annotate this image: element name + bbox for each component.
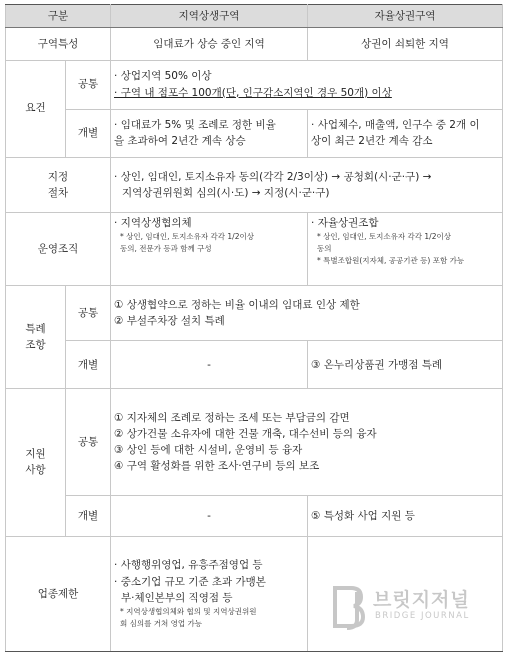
requirements-common-line1: · 상업지역 50% 이상: [114, 70, 212, 83]
characteristics-label: 구역특성: [6, 28, 111, 60]
requirements-label: 요건: [6, 60, 66, 157]
row-special-individual: [6, 341, 503, 389]
row-requirements-individual: [6, 109, 503, 157]
watermark: [331, 582, 501, 632]
special-common-line2: ② 부설주차장 설치 특례: [114, 315, 225, 327]
designation-line1: · 상인, 임대인, 토지소유자 동의(각각 2/3이상) → 공청회(시·군·구) →: [114, 170, 432, 183]
special-common-line1: ① 상생협약으로 정하는 비율 이내의 임대료 인상 제한: [114, 298, 360, 311]
row-requirements-common: [6, 60, 503, 109]
special-district2: ③ 온누리상품권 가맹점 특례: [308, 341, 503, 389]
support-individual-label: 개별: [66, 496, 111, 537]
special-common-label: 공통: [66, 285, 111, 341]
requirements-district2-line2: 상이 최근 2년간 계속 감소: [311, 135, 433, 148]
support-common-line1: ① 지자체의 조례로 정하는 조세 또는 부담금의 감면: [114, 411, 350, 424]
organization-label: 운영조직: [6, 213, 111, 286]
special-district1: -: [111, 341, 308, 389]
organization-district2-note3: * 특별조합원(지자체, 공공기관 등) 포함 가능: [317, 256, 465, 266]
special-individual-label: 개별: [66, 341, 111, 389]
characteristics-district2: 상권이 쇠퇴한 지역: [308, 28, 503, 60]
special-label: [6, 285, 66, 389]
special-label-line1: 특례: [25, 322, 46, 335]
support-common-cell: [111, 389, 503, 496]
designation-label-line1: 지정: [47, 170, 69, 183]
designation-label-line2: 절차: [47, 186, 69, 199]
support-common-label: 공통: [66, 389, 111, 496]
organization-district2-note1: * 상인, 임대인, 토지소유자 각각 1/2이상: [317, 232, 451, 242]
organization-district2-note2: 동의: [317, 244, 332, 254]
header-row: [6, 5, 503, 28]
support-label-line1: 지원: [25, 448, 46, 461]
row-characteristics: [6, 28, 503, 60]
support-common-line2: ② 상가건물 소유자에 대한 건물 개축, 대수선비 등의 융자: [114, 427, 377, 440]
designation-label: [6, 157, 111, 213]
support-common-line3: ③ 상인 등에 대한 시설비, 운영비 등 융자: [114, 444, 303, 457]
restriction-note2: 회 심의를 거쳐 영업 가능: [120, 619, 203, 629]
organization-district1-main: · 지역상생협의체: [114, 217, 192, 230]
header-district2: 자율상권구역: [308, 5, 503, 28]
requirements-district2-cell: [308, 109, 503, 157]
header-district1: 지역상생구역: [111, 5, 308, 28]
support-label: [6, 389, 66, 536]
organization-district1-note2: 동의, 전문가 등과 함께 구성: [120, 244, 212, 254]
special-common-cell: [111, 285, 503, 341]
row-organization: [6, 213, 503, 286]
requirements-common-cell: [111, 60, 503, 109]
support-district1: -: [111, 496, 308, 537]
watermark-title: 브릿지저널: [373, 589, 470, 611]
organization-district2-main: · 자율상권조합: [311, 217, 379, 230]
row-support-individual: [6, 496, 503, 537]
comparison-table: [5, 4, 503, 652]
restriction-label: 업종제한: [6, 536, 111, 651]
row-special-common: [6, 285, 503, 341]
support-common-line4: ④ 구역 활성화를 위한 조사·연구비 등의 보조: [114, 460, 320, 473]
header-category: 구분: [6, 5, 111, 28]
requirements-district1-line2: 을 초과하여 2년간 계속 상승: [114, 135, 246, 148]
restriction-line2: · 중소기업 규모 기준 초과 가맹본: [114, 575, 266, 588]
bridge-journal-logo-icon: [331, 584, 373, 630]
restriction-district1-cell: [111, 536, 308, 651]
designation-cell: [111, 157, 503, 213]
requirements-common-line2: · 구역 내 점포수 100개(단, 인구감소지역인 경우 50개) 이상: [114, 86, 392, 99]
watermark-subtitle: BRIDGE JOURNAL: [375, 611, 470, 621]
restriction-line1: · 사행행위영업, 유흥주점영업 등: [114, 559, 263, 572]
support-district2: ⑤ 특성화 사업 지원 등: [308, 496, 503, 537]
row-support-common: [6, 389, 503, 496]
restriction-line3: 부·체인본부의 직영점 등: [121, 591, 233, 604]
requirements-district2-line1: · 사업체수, 매출액, 인구수 중 2개 이: [311, 118, 480, 131]
requirements-district1-line1: · 임대료가 5% 및 조례로 정한 비율: [114, 118, 276, 131]
row-designation: [6, 157, 503, 213]
requirements-individual-label: 개별: [66, 109, 111, 157]
designation-line2: 지역상권위원회 심의(시·도) → 지정(시·군·구): [122, 186, 330, 199]
characteristics-district1: 임대료가 상승 중인 지역: [111, 28, 308, 60]
special-label-line2: 조항: [25, 339, 46, 352]
organization-district1-note1: * 상인, 임대인, 토지소유자 각각 1/2이상: [120, 232, 254, 242]
organization-district1-cell: [111, 213, 308, 286]
requirements-common-label: 공통: [66, 60, 111, 109]
restriction-note1: * 지역상생협의체와 협의 및 지역상권위원: [120, 607, 257, 617]
organization-district2-cell: [308, 213, 503, 286]
requirements-district1-cell: [111, 109, 308, 157]
support-label-line2: 사항: [25, 464, 46, 477]
